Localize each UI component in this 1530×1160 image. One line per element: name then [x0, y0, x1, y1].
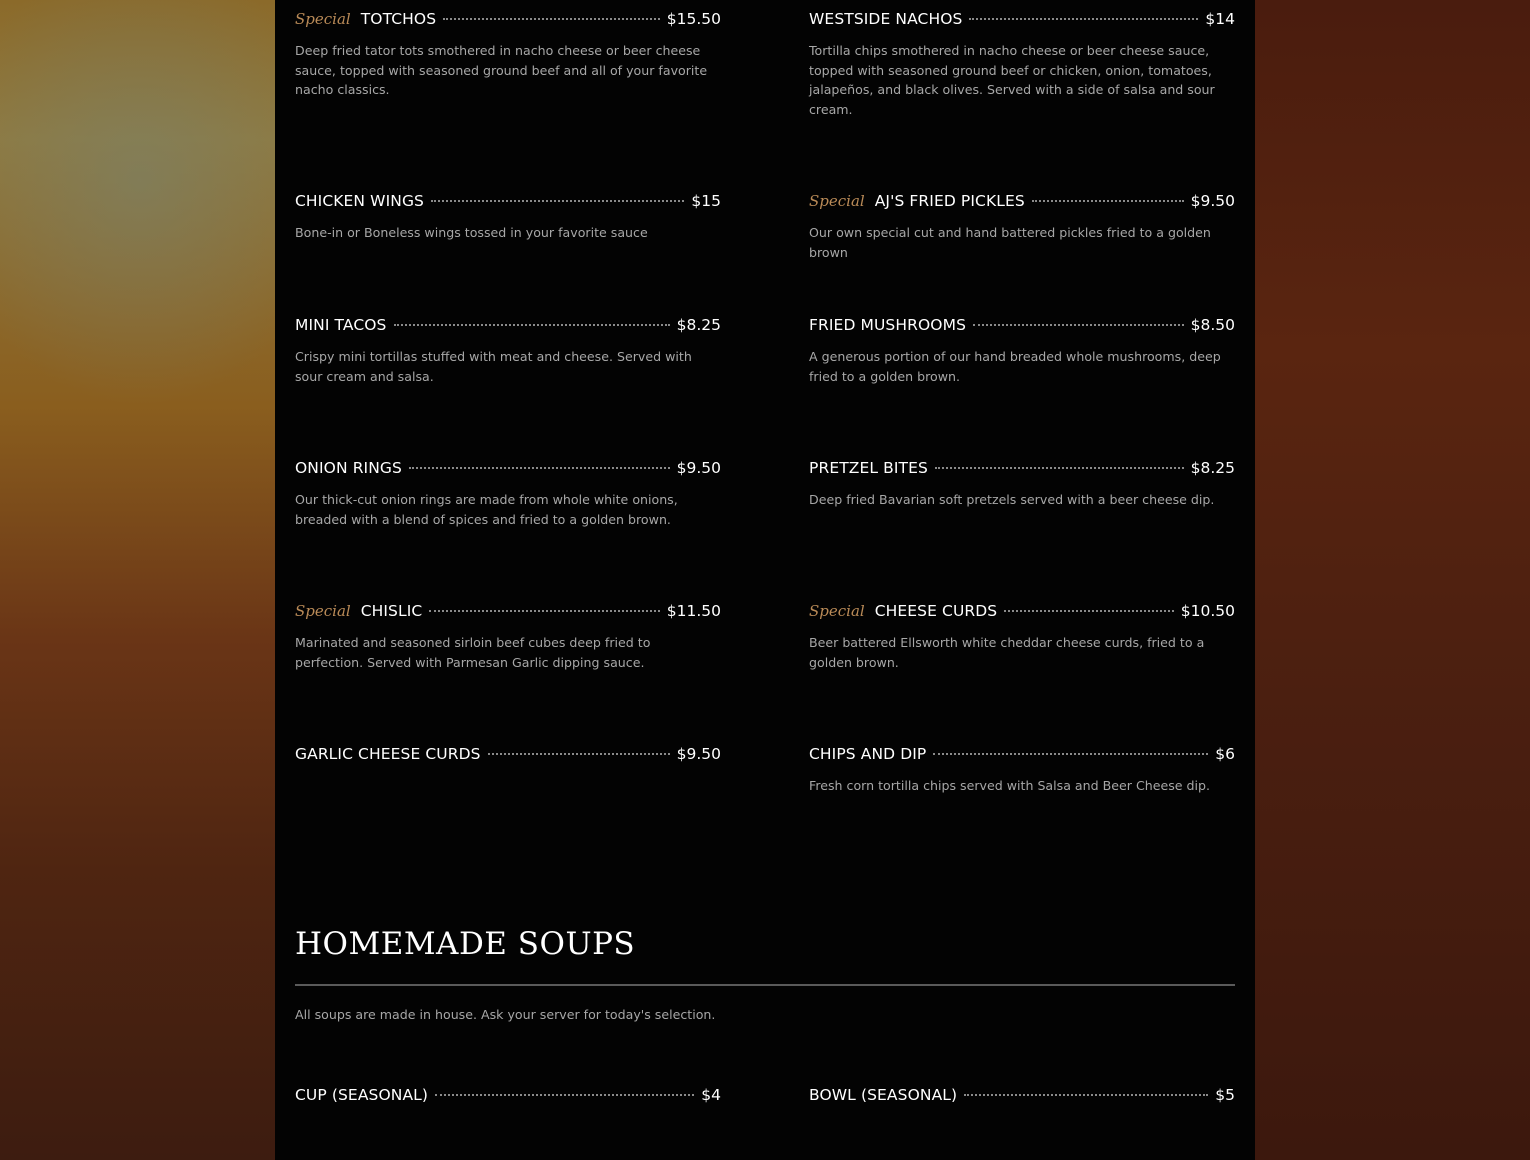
special-label: Special — [809, 602, 865, 620]
item-description: Tortilla chips smothered in nacho cheese or beer cheese sauce, topped with seasoned ground beef or chicken, onion, tomatoes, jalapeños, and black olives. Served with a side of salsa and sour cream. — [809, 43, 1215, 117]
menu-item-bowl-seasonal — [809, 1086, 1235, 1110]
menu-item-mini-tacos — [295, 316, 721, 386]
item-price: $15.50 — [666, 10, 721, 28]
item-name: AJ'S FRIED PICKLES — [874, 192, 1025, 210]
item-name: TOTCHOS — [360, 10, 437, 28]
dot-leader — [394, 324, 670, 326]
menu-panel — [275, 0, 1255, 1160]
item-price: $10.50 — [1180, 602, 1235, 620]
item-description: Deep fried Bavarian soft pretzels served with a beer cheese dip. — [809, 492, 1215, 507]
item-price: $14 — [1205, 10, 1235, 28]
dot-leader — [431, 200, 684, 202]
item-price: $9.50 — [676, 459, 721, 477]
section-title-homemade-soups: HOMEMADE SOUPS — [295, 926, 636, 962]
dot-leader — [1004, 610, 1174, 612]
item-price: $8.25 — [676, 316, 721, 334]
item-name: CHICKEN WINGS — [295, 192, 424, 210]
menu-item-onion-rings — [295, 459, 721, 529]
item-name: PRETZEL BITES — [809, 459, 928, 477]
item-price: $8.25 — [1190, 459, 1235, 477]
menu-item-cheese-curds — [809, 602, 1235, 672]
section-note: All soups are made in house. Ask your server for today's selection. — [295, 1007, 716, 1022]
background-right — [1255, 0, 1530, 1160]
item-description: Our thick-cut onion rings are made from whole white onions, breaded with a blend of spices and fried to a golden brown. — [295, 492, 678, 527]
item-price: $4 — [701, 1086, 721, 1104]
dot-leader — [933, 753, 1208, 755]
menu-item-fried-mushrooms — [809, 316, 1235, 386]
item-price: $5 — [1215, 1086, 1235, 1104]
menu-item-cup-seasonal — [295, 1086, 721, 1110]
item-name: CHIPS AND DIP — [809, 745, 927, 763]
special-label: Special — [295, 602, 351, 620]
item-name: GARLIC CHEESE CURDS — [295, 745, 481, 763]
menu-item-fried-pickles — [809, 192, 1235, 262]
item-name: CUP (SEASONAL) — [295, 1086, 429, 1104]
item-price: $9.50 — [676, 745, 721, 763]
item-name: BOWL (SEASONAL) — [809, 1086, 958, 1104]
special-label: Special — [295, 10, 351, 28]
dot-leader — [443, 18, 660, 20]
item-price: $15 — [691, 192, 721, 210]
item-name: WESTSIDE NACHOS — [809, 10, 963, 28]
menu-item-garlic-cheese-curds — [295, 745, 721, 769]
menu-item-chislic — [295, 602, 721, 672]
item-price: $9.50 — [1190, 192, 1235, 210]
dot-leader — [1032, 200, 1184, 202]
item-description: Bone-in or Boneless wings tossed in your favorite sauce — [295, 225, 648, 240]
dot-leader — [969, 18, 1198, 20]
dot-leader — [435, 1094, 694, 1096]
dot-leader — [935, 467, 1184, 469]
item-description: Deep fried tator tots smothered in nacho cheese or beer cheese sauce, topped with seasoned ground beef and all of your favorite nacho classics. — [295, 43, 708, 97]
dot-leader — [409, 467, 670, 469]
item-description: A generous portion of our hand breaded whole mushrooms, deep fried to a golden brown. — [809, 349, 1221, 384]
dot-leader — [488, 753, 670, 755]
dot-leader — [973, 324, 1184, 326]
dot-leader — [964, 1094, 1208, 1096]
section-divider — [295, 984, 1235, 986]
menu-item-totchos — [295, 10, 721, 100]
dot-leader — [429, 610, 659, 612]
item-description: Beer battered Ellsworth white cheddar cheese curds, fried to a golden brown. — [809, 635, 1205, 670]
item-description: Marinated and seasoned sirloin beef cubes deep fried to perfection. Served with Parmesan Garlic dipping sauce. — [295, 635, 651, 670]
item-description: Fresh corn tortilla chips served with Salsa and Beer Cheese dip. — [809, 778, 1211, 793]
menu-item-westside-nachos — [809, 10, 1235, 119]
item-name: CHEESE CURDS — [874, 602, 998, 620]
item-price: $6 — [1215, 745, 1235, 763]
special-label: Special — [809, 192, 865, 210]
item-name: ONION RINGS — [295, 459, 402, 477]
item-name: FRIED MUSHROOMS — [809, 316, 967, 334]
item-name: CHISLIC — [360, 602, 423, 620]
item-description: Our own special cut and hand battered pickles fried to a golden brown — [809, 225, 1211, 260]
item-name: MINI TACOS — [295, 316, 387, 334]
menu-item-pretzel-bites — [809, 459, 1235, 510]
menu-item-chicken-wings — [295, 192, 721, 243]
item-description: Crispy mini tortillas stuffed with meat and cheese. Served with sour cream and salsa. — [295, 349, 692, 384]
item-price: $11.50 — [666, 602, 721, 620]
item-price: $8.50 — [1190, 316, 1235, 334]
menu-item-chips-and-dip — [809, 745, 1235, 796]
